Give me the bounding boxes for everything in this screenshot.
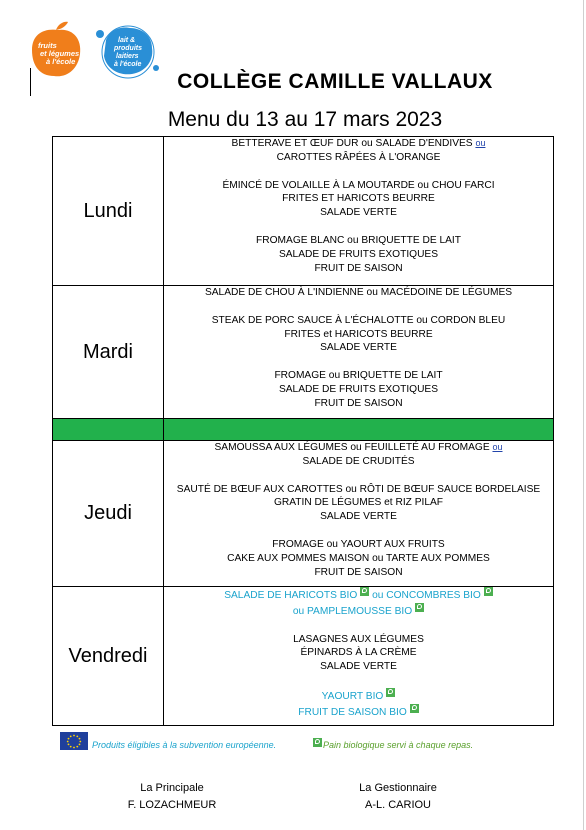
eu-flag-icon	[60, 732, 88, 750]
signature-principal	[72, 780, 272, 814]
spell-marked-word: ou	[475, 138, 486, 148]
menu-line: SAUTÉ DE BŒUF AUX CAROTTES ou RÔTI DE BŒUF SAUCE BORDELAISE	[176, 483, 541, 495]
manager-role: La Gestionnaire	[359, 782, 437, 794]
spell-marked-word: ou	[492, 442, 503, 452]
logo-left-text: fruits et légumes à l'école	[38, 41, 80, 66]
menu-line: FRITES ET HARICOTS BEURRE	[282, 193, 435, 205]
table-row-tuesday	[53, 286, 554, 419]
day-menu-items	[164, 286, 554, 419]
table-row-wednesday-no-service	[53, 419, 554, 441]
day-menu-items	[164, 137, 554, 286]
organic-leaf-icon	[313, 738, 322, 747]
menu-line: FRUIT DE SAISON BIO	[164, 704, 553, 720]
day-menu-items	[164, 441, 554, 587]
menu-line: ou PAMPLEMOUSSE BIO	[164, 603, 553, 619]
college-name: COLLÈGE CAMILLE VALLAUX	[177, 70, 493, 93]
menu-line: SALADE VERTE	[320, 207, 397, 219]
menu-line: FRUIT DE SAISON	[314, 262, 403, 274]
menu-line: YAOURT BIO	[164, 688, 553, 704]
principal-name: F. LOZACHMEUR	[127, 799, 217, 811]
manager-name: A-L. CARIOU	[364, 799, 431, 811]
menu-line: FRUIT DE SAISON	[314, 566, 403, 578]
menu-line: SALADE VERTE	[320, 661, 397, 673]
menu-line: CAKE AUX POMMES MAISON ou TARTE AUX POMMES	[227, 552, 490, 564]
fruits-vegetables-logo	[32, 22, 81, 76]
organic-leaf-icon	[386, 688, 395, 697]
organic-bread-note: Pain biologique servi à chaque repas.	[323, 740, 474, 750]
menu-line: SAMOUSSA AUX LÉGUMES ou FEUILLETÉ AU FROMAGE ou	[214, 442, 503, 453]
menu-line: SALADE DE CHOU À L'INDIENNE ou MACÉDOINE DE LÉGUMES	[204, 287, 513, 298]
menu-line: STEAK DE PORC SAUCE À L'ÉCHALOTTE ou CORDON BLEU	[211, 314, 506, 326]
wednesday-band-right	[164, 419, 554, 441]
menu-line: LASAGNES AUX LÉGUMES	[293, 633, 424, 645]
menu-line: FRUIT DE SAISON	[314, 397, 403, 409]
menu-line: ÉPINARDS À LA CRÈME	[300, 647, 417, 659]
day-label: Vendredi	[53, 587, 164, 726]
text-cursor	[30, 68, 31, 96]
menu-line: FROMAGE BLANC ou BRIQUETTE DE LAIT	[256, 234, 461, 246]
organic-leaf-icon	[360, 587, 369, 596]
eu-subsidy-note: Produits éligibles à la subvention européenne.	[92, 740, 277, 750]
signature-manager	[298, 780, 498, 814]
page-edge	[583, 0, 584, 830]
organic-leaf-icon	[484, 587, 493, 596]
menu-title: Menu du 13 au 17 mars 2023	[167, 108, 443, 131]
weekly-menu-table	[52, 136, 554, 726]
menu-line: SALADE VERTE	[320, 511, 397, 523]
menu-line: SALADE DE HARICOTS BIO ou CONCOMBRES BIO	[164, 587, 553, 603]
principal-role: La Principale	[140, 782, 204, 794]
table-row-monday	[53, 137, 554, 286]
day-label: Lundi	[53, 137, 164, 286]
organic-leaf-icon	[415, 603, 424, 612]
menu-line: FROMAGE ou BRIQUETTE DE LAIT	[274, 370, 443, 382]
menu-line: CAROTTES RÂPÉES À L'ORANGE	[276, 151, 441, 163]
svg-text:lait & produits la: lait & produits laitiers à l'école	[114, 37, 142, 68]
wednesday-band-left	[53, 419, 164, 441]
table-row-friday	[53, 587, 554, 726]
menu-line: ÉMINCÉ DE VOLAILLE À LA MOUTARDE ou CHOU FARCI	[222, 179, 495, 191]
day-label: Jeudi	[53, 441, 164, 587]
menu-line: SALADE VERTE	[320, 342, 397, 354]
day-label: Mardi	[53, 286, 164, 419]
organic-leaf-icon	[410, 704, 419, 713]
menu-line: SALADE DE FRUITS EXOTIQUES	[278, 383, 439, 395]
menu-line: FRITES et HARICOTS BEURRE	[284, 328, 433, 340]
table-row-thursday	[53, 441, 554, 587]
menu-line: FROMAGE ou YAOURT AUX FRUITS	[272, 538, 445, 550]
footer-legend	[60, 732, 550, 754]
menu-line: GRATIN DE LÉGUMES et RIZ PILAF	[273, 497, 444, 509]
menu-line: SALADE DE CRUDITÉS	[302, 455, 415, 467]
menu-line: SALADE DE FRUITS EXOTIQUES	[278, 248, 439, 260]
day-menu-items	[164, 587, 554, 726]
menu-line: BETTERAVE ET ŒUF DUR ou SALADE D'ENDIVES ou	[231, 138, 486, 149]
